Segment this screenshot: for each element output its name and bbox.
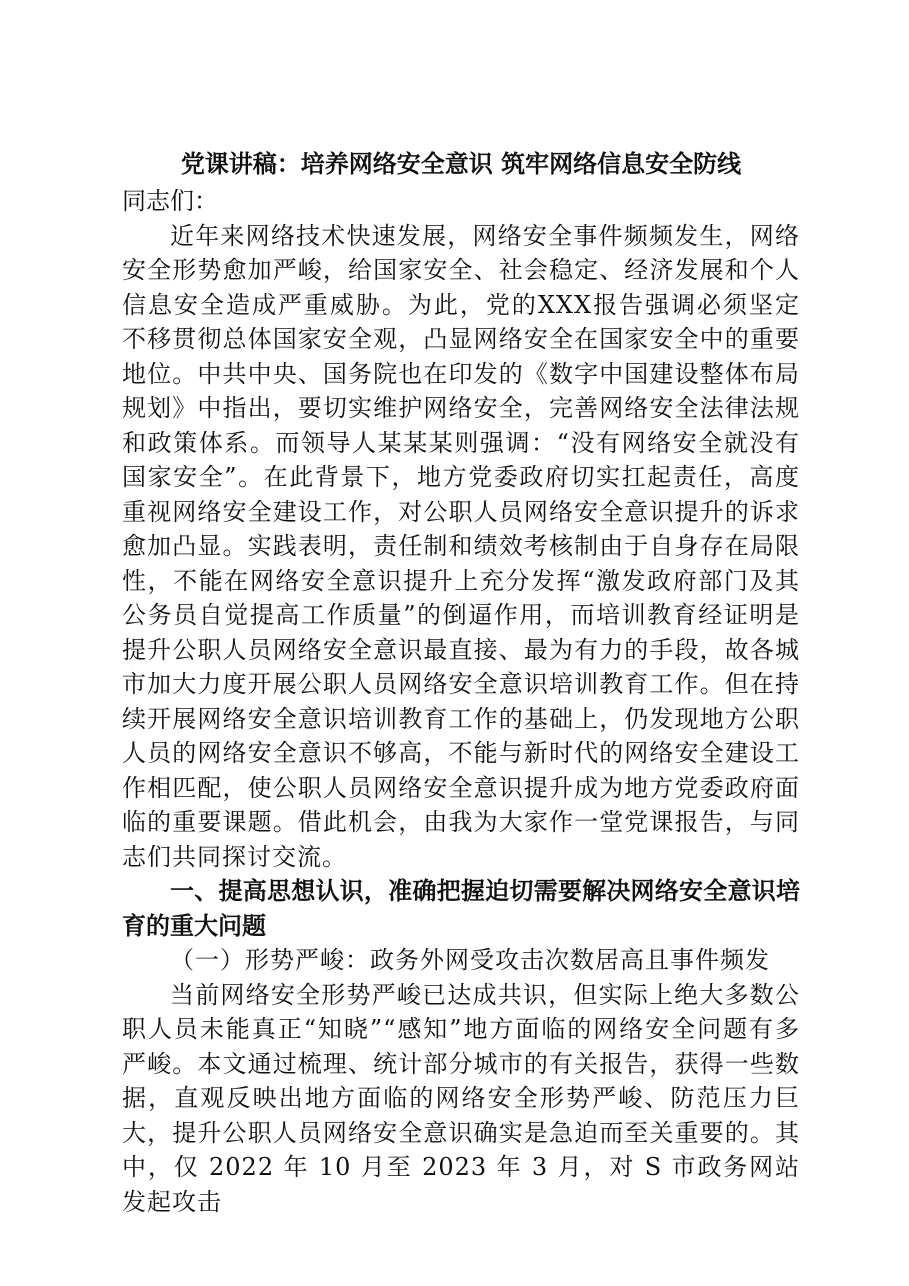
document-title: 党课讲稿：培养网络安全意识 筑牢网络信息安全防线 bbox=[180, 149, 742, 178]
paragraph-intro: 近年来网络技术快速发展，网络安全事件频频发生，网络安全形势愈加严峻，给国家安全、社会稳定、经济发展和个人信息安全造成严重威胁。为此，党的XXX报告强调必须坚定不移贯彻总体国家安全观，凸显网络安全在国家安全中的重要地位。中共中央、国务院也在印发的《数字中国建设整体布局规划》中指出，要切实维护网络安全，完善网络安全法律法规和政策体系。而领导人某某某则强调：“没有网络安全就没有国家安全”。在此背景下，地方党委政府切实扛起责任，高度重视网络安全建设工作，对公职人员网络安全意识提升的诉求愈加凸显。实践表明，责任制和绩效考核制由于自身存在局限性，不能在网络安全意识提升上充分发挥“激发政府部门及其公务员自觉提高工作质量”的倒逼作用，而培训教育经证明是提升公职人员网络安全意识最直接、最为有力的手段，故各城市加大力度开展公职人员网络安全意识培训教育工作。但在持续开展网络安全意识培训教育工作的基础上，仍发现地方公职人员的网络安全意识不够高，不能与新时代的网络安全建设工作相匹配，使公职人员网络安全意识提升成为地方党委政府面临的重要课题。借此机会，由我为大家作一堂党课报告，与同志们共同探讨交流。 bbox=[122, 221, 800, 871]
greeting: 同志们： bbox=[122, 187, 218, 215]
subsection-heading-1: （一）形势严峻：政务外网受攻击次数居高且事件频发 bbox=[170, 946, 770, 974]
paragraph-situation: 当前网络安全形势严峻已达成共识，但实际上绝大多数公职人员未能真正“知晓”“感知”地方面临的网络安全问题有多严峻。本文通过梳理、统计部分城市的有关报告，获得一些数据，直观反映出地方面临的网络安全形势严峻、防范压力巨大，提升公职人员网络安全意识确实是急迫而至关重要的。其中，仅 2022 年 10 月至 2023 年 3 月，对 S 市政务网站发起攻击 bbox=[122, 980, 800, 1216]
section-heading-1: 一、提高思想认识，准确把握迫切需要解决网络安全意识培育的重大问题 bbox=[122, 876, 800, 940]
